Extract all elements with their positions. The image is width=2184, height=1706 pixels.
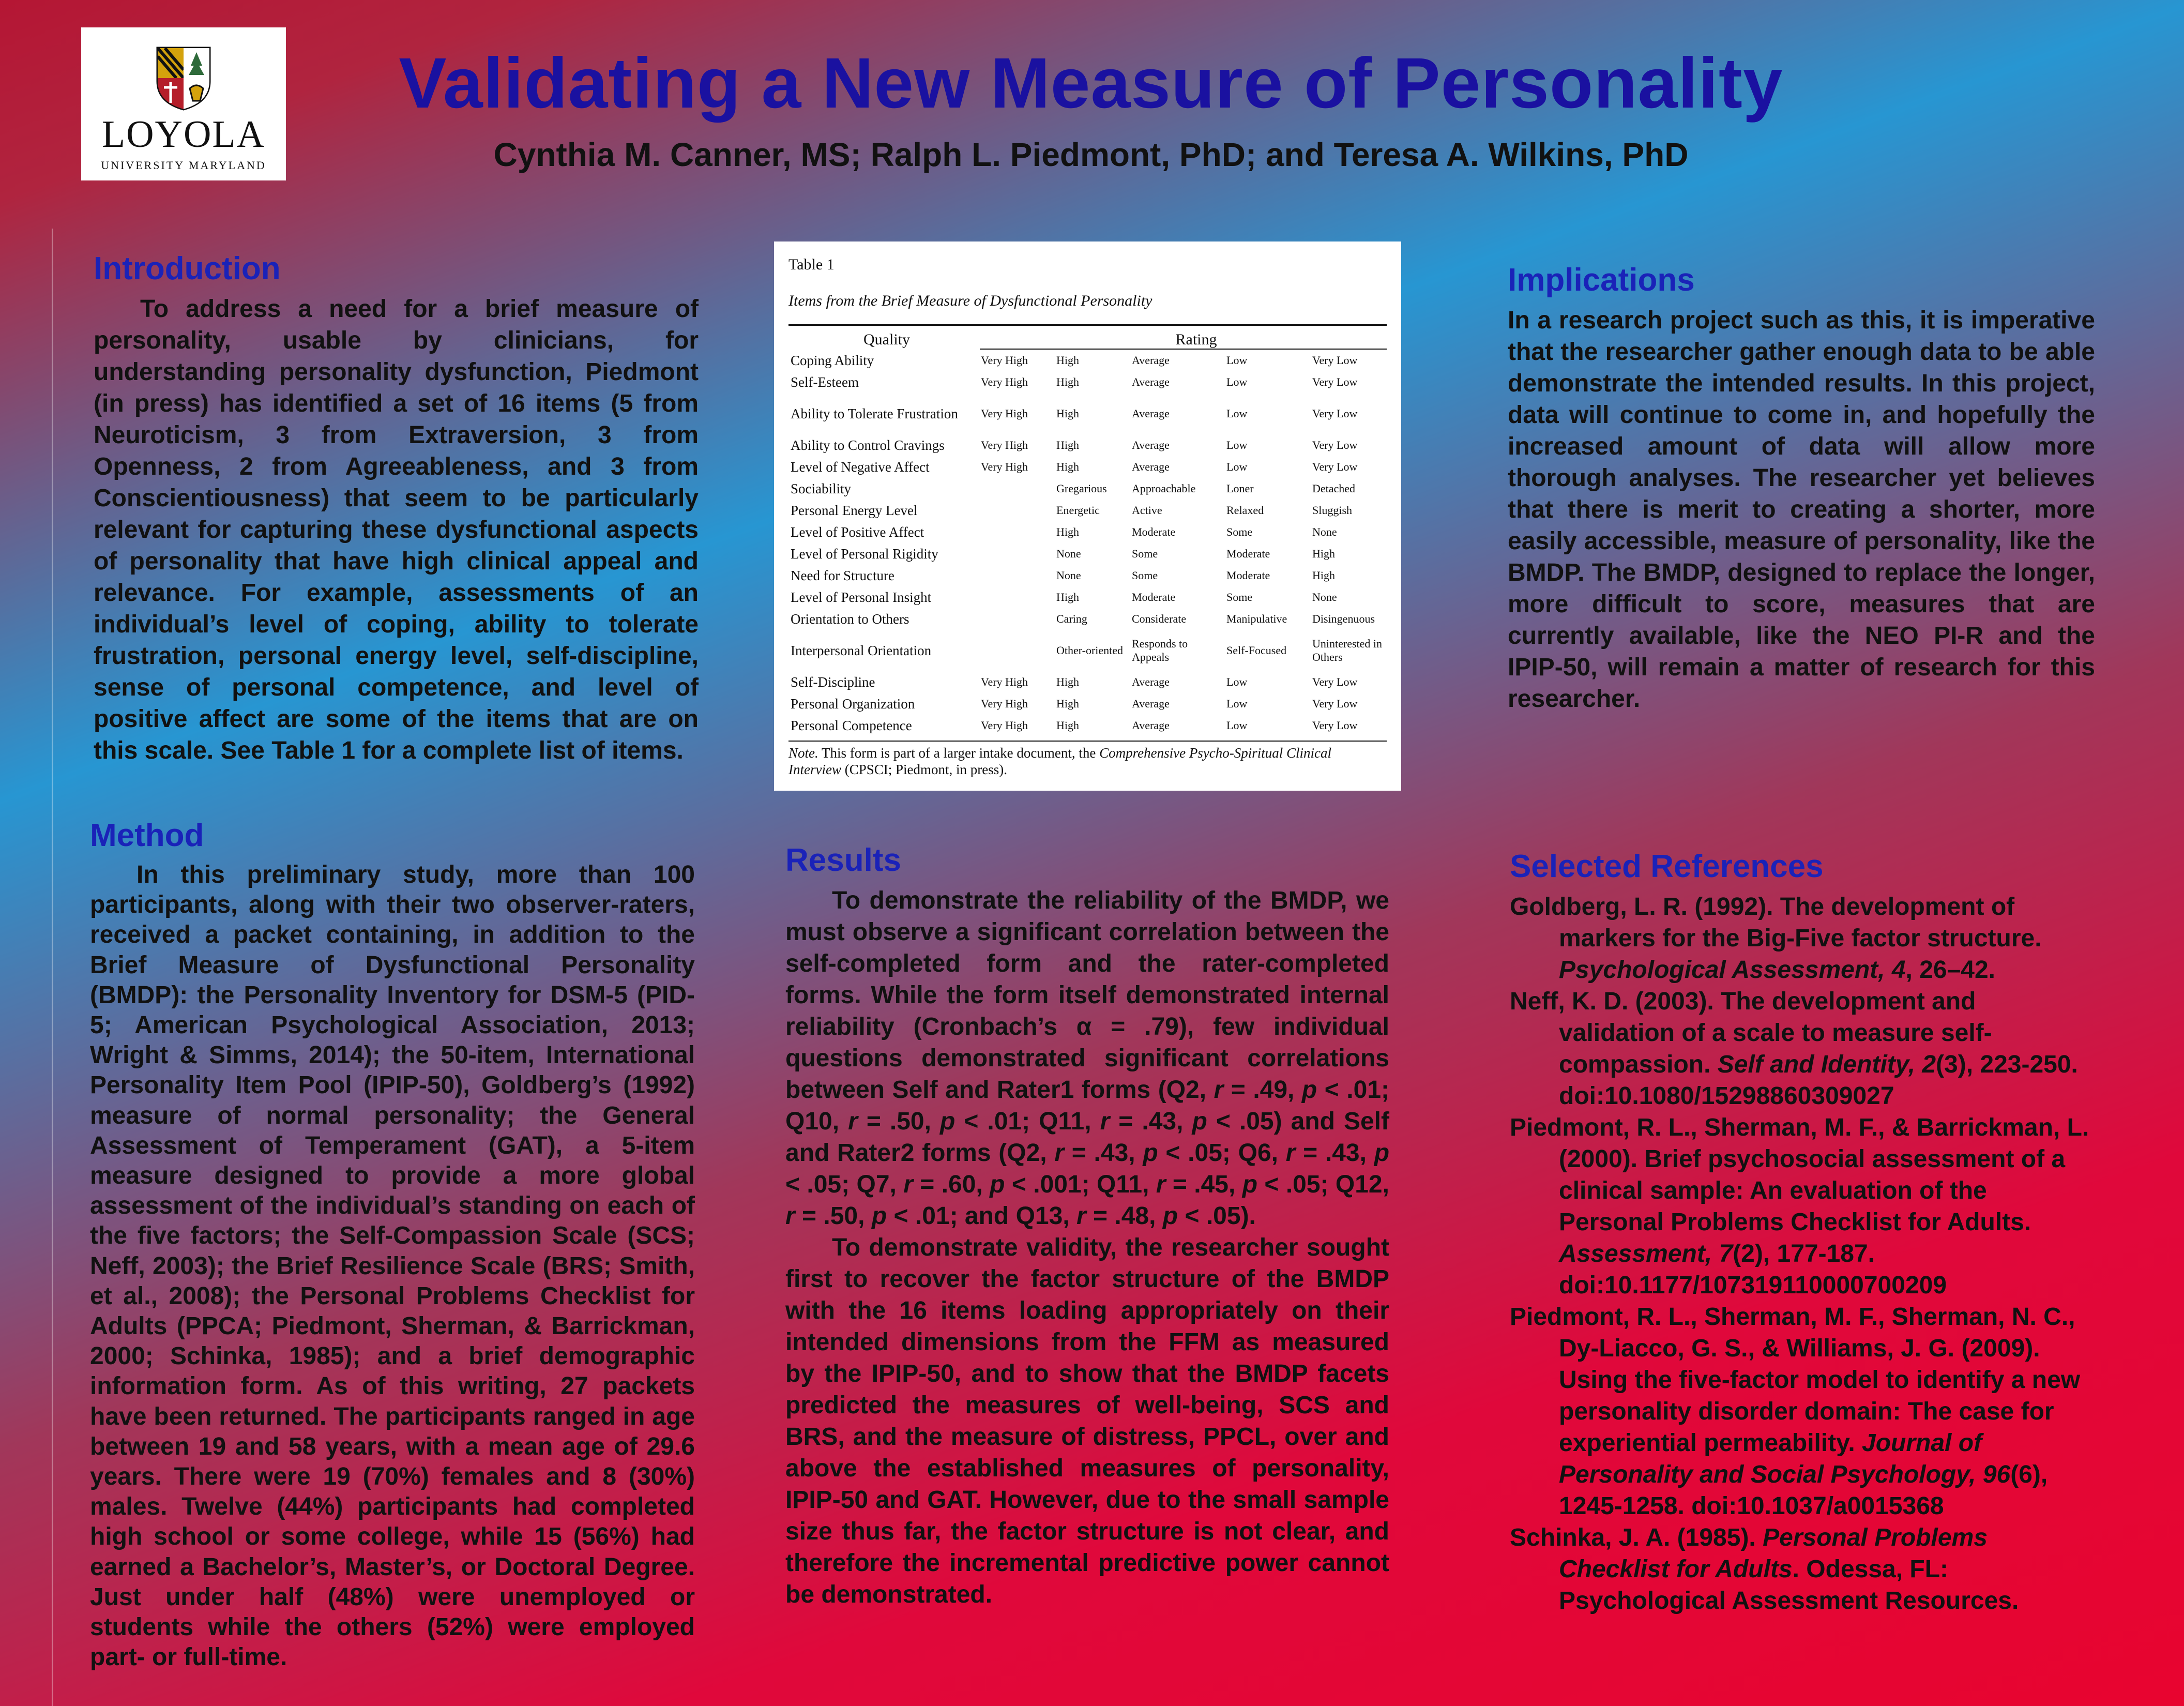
table-cell-quality: Coping Ability	[791, 353, 874, 368]
table-row	[788, 521, 1387, 543]
table-row	[788, 586, 1387, 608]
table-cell-quality: Ability to Tolerate Frustration	[791, 406, 958, 421]
table-cell-rating: Low	[1226, 354, 1248, 367]
table-label: Table 1	[788, 256, 835, 273]
table-row	[788, 565, 1387, 586]
table-cell-quality: Ability to Control Cravings	[791, 437, 945, 453]
table-top-rule	[788, 324, 1387, 326]
table-cell-rating	[979, 586, 1054, 608]
table-cell-rating	[979, 630, 1054, 671]
table-cell-rating: Very High	[981, 439, 1028, 451]
introduction-section	[94, 250, 699, 766]
table-cell-rating: Moderate	[1132, 525, 1176, 538]
logo-wordmark: LOYOLA	[101, 113, 266, 156]
table-cell-quality: Level of Negative Affect	[791, 459, 930, 475]
table-cell-rating: Moderate	[1132, 591, 1176, 603]
table-cell-rating: High	[1056, 697, 1079, 710]
table-cell-rating: Very High	[981, 719, 1028, 732]
table-row	[788, 630, 1387, 671]
table-cell-rating	[979, 521, 1054, 543]
table-cell-rating: Very Low	[1312, 460, 1358, 473]
table-cell-rating: Very Low	[1312, 439, 1358, 451]
table-cell-rating: Uninterested in Others	[1312, 637, 1383, 663]
introduction-text: To address a need for a brief measure of personality, usable by clinicians, for understanding personality dysfunction, Piedmont (in press) has identified a set of 16 items (5 from Neuroticism, 3 from Extraversion, 3 from Openness, 2 from Agreeableness, and 3 from Conscientiousness) that seem to be particularly relevant for capturing these dysfunctional aspects of personality that have high clinical appeal and relevance. For example, assessments of an individual’s level of coping, ability to tolerate frustration, personal energy level, self-discipline, sense of personal competence, and level of positive affect are some of the items that are on this scale. See Table 1 for a complete list of items.	[94, 295, 699, 764]
table-cell-quality: Self-Discipline	[791, 674, 875, 690]
implications-section	[1508, 262, 2095, 715]
table-cell-rating	[979, 565, 1054, 586]
table-cell-rating: Average	[1132, 719, 1170, 732]
table-cell-rating: Average	[1132, 460, 1170, 473]
results-section	[785, 842, 1389, 1610]
table-cell-rating: Detached	[1312, 482, 1356, 495]
table-header-quality: Quality	[863, 331, 910, 348]
method-heading: Method	[90, 818, 204, 853]
table-cell-rating: Some	[1226, 525, 1253, 538]
table-cell-quality: Orientation to Others	[791, 611, 909, 627]
table-cell-rating: Relaxed	[1226, 504, 1264, 517]
table-cell-rating: Low	[1226, 407, 1248, 420]
poster-authors: Cynthia M. Canner, MS; Ralph L. Piedmont, PhD; and Teresa A. Wilkins, PhD	[493, 136, 1689, 173]
table-cell-rating: Very Low	[1312, 354, 1358, 367]
table-cell-quality: Self-Esteem	[791, 374, 859, 390]
table-cell-rating: Average	[1132, 375, 1170, 388]
table-cell-rating: Very High	[981, 460, 1028, 473]
table-cell-rating: High	[1056, 460, 1079, 473]
table-cell-rating: Very Low	[1312, 697, 1358, 710]
method-section	[90, 817, 695, 1672]
table-row	[788, 434, 1387, 456]
table-cell-rating: Average	[1132, 675, 1170, 688]
table-cell-rating: Other-oriented	[1056, 644, 1124, 657]
results-paragraph-2: To demonstrate validity, the researcher sought first to recover the factor structure of the BMDP with the 16 items loading appropriately on their intended dimensions from the FFM as measured by the IPIP-50, and to show that the BMDP facets predicted the measures of well-being, SCS and BRS, and the measure of distress, PPCL, over and above the established measures of personality, IPIP-50 and GAT. However, due to the small sample size thus far, the factor structure is not clear, and therefore the incremental predictive power cannot be demonstrated.	[785, 1234, 1389, 1608]
table-cell-rating: Average	[1132, 407, 1170, 420]
implications-heading: Implications	[1508, 262, 1695, 298]
table-cell-rating: None	[1056, 547, 1081, 560]
table-cell-rating: High	[1312, 569, 1335, 582]
table-cell-rating: Active	[1132, 504, 1162, 517]
table-row	[788, 543, 1387, 565]
method-text: In this preliminary study, more than 100 participants, along with their two observer-raters, received a packet containing, in addition to the Brief Measure of Dysfunctional Personality (BMDP): the Personality Inventory for DSM-5 (PID-5; American Psychological Association, 2013; Wright & Simms, 2014); the 50-item, International Personality Item Pool (IPIP-50), Goldberg’s (1992) measure of normal personality; the General Assessment of Temperament (GAT), a 5-item measure designed to provide a more global assessment of the individual’s standing on each of the five factors; the Self-Compassion Scale (SCS; Neff, 2003); the Brief Resilience Scale (BRS; Smith, et al., 2008); the Personal Problems Checklist for Adults (PPCA; Piedmont, Sherman, & Barrickman, 2000; Schinka, 1985); and a brief demographic information form. As of this writing, 27 packets have been returned. The participants ranged in age between 19 and 58 years, with a mean age of 29.6 years. There were 19 (70%) females and 8 (30%) males. Twelve (44%) participants had completed high school or some college, while 15 (56%) had earned a Bachelor’s, Master’s, or Doctoral Degree. Just under half (48%) were unemployed or students while the others (52%) were employed part- or full-time.	[90, 861, 695, 1671]
table-cell-rating: Average	[1132, 697, 1170, 710]
table-note-italic: Comprehensive Psycho-Spiritual Clinical Interview	[788, 745, 1332, 777]
reference-item: Piedmont, R. L., Sherman, M. F., Sherman, N. C., Dy-Liacco, G. S., & Williams, J. G. (2009). Using the five-factor model to identify a new personality disorder domain: The case for experiential permeability. Journal of Personality and Social Psychology, 96(6), 1245-1258. doi:10.1037/a0015368	[1510, 1303, 2081, 1520]
table-cell-rating: Low	[1226, 460, 1248, 473]
table-cell-rating: High	[1056, 591, 1079, 603]
items-table	[788, 350, 1387, 736]
table-cell-rating: Some	[1132, 547, 1158, 560]
table-cell-rating: None	[1056, 569, 1081, 582]
table-cell-rating: None	[1312, 525, 1337, 538]
table-cell-rating: Caring	[1056, 612, 1087, 625]
logo-subtitle: UNIVERSITY MARYLAND	[101, 159, 266, 172]
table-cell-quality: Level of Positive Affect	[791, 524, 924, 540]
reference-item: Piedmont, R. L., Sherman, M. F., & Barrickman, L. (2000). Brief psychosocial assessment of a clinical sample: An evaluation of the Personal Problems Checklist for Adults. Assessment, 7(2), 177-187. doi:10.1177/107319110000700209	[1510, 1114, 2089, 1299]
table-cell-rating: Sluggish	[1312, 504, 1353, 517]
table-cell-rating: None	[1312, 591, 1337, 603]
table-cell-rating: Approachable	[1132, 482, 1196, 495]
table-cell-quality: Level of Personal Rigidity	[791, 546, 938, 562]
crest-icon	[155, 45, 213, 111]
table-row	[788, 693, 1387, 715]
table-cell-rating	[979, 608, 1054, 630]
table-cell-rating: Very High	[981, 697, 1028, 710]
table-cell-rating: Manipulative	[1226, 612, 1287, 625]
reference-item: Neff, K. D. (2003). The development and validation of a scale to measure self-compassion. Self and Identity, 2(3), 223-250. doi:10.1080/15298860309027	[1510, 988, 2078, 1110]
table-cell-rating	[979, 543, 1054, 565]
table-row	[788, 393, 1387, 434]
table-cell-rating: Energetic	[1056, 504, 1100, 517]
table-cell-rating: Low	[1226, 675, 1248, 688]
table-cell-quality: Sociability	[791, 481, 851, 496]
table-row	[788, 371, 1387, 393]
table-cell-rating: Very High	[981, 675, 1028, 688]
table-cell-rating: High	[1056, 439, 1079, 451]
table-cell-quality: Personal Organization	[791, 696, 915, 712]
table-cell-rating: Very Low	[1312, 375, 1358, 388]
table-note-label: Note.	[788, 745, 818, 761]
table-cell-quality: Personal Energy Level	[791, 503, 918, 518]
table-cell-rating: High	[1056, 407, 1079, 420]
table-row	[788, 478, 1387, 500]
table-cell-rating: High	[1312, 547, 1335, 560]
table-cell-rating: Low	[1226, 439, 1248, 451]
table-cell-rating: Moderate	[1226, 569, 1270, 582]
reference-item: Schinka, J. A. (1985). Personal Problems Checklist for Adults. Odessa, FL: Psychological Assessment Resources.	[1510, 1524, 2019, 1614]
table-cell-rating: Some	[1226, 591, 1253, 603]
table-cell-rating	[979, 478, 1054, 500]
table-bottom-rule	[788, 741, 1387, 742]
table-cell-rating: Average	[1132, 439, 1170, 451]
table-cell-rating: Low	[1226, 719, 1248, 732]
table-row	[788, 500, 1387, 521]
table-cell-rating: Some	[1132, 569, 1158, 582]
table-caption: Items from the Brief Measure of Dysfunctional Personality	[788, 292, 1152, 309]
table-cell-rating: Responds to Appeals	[1132, 637, 1188, 663]
table-cell-rating: Disingenuous	[1312, 612, 1375, 625]
table-cell-rating: High	[1056, 719, 1079, 732]
table-cell-rating: Very High	[981, 407, 1028, 420]
university-logo	[81, 27, 286, 180]
table-row	[788, 715, 1387, 736]
table-cell-rating: Very Low	[1312, 719, 1358, 732]
table-cell-rating: Very Low	[1312, 675, 1358, 688]
table-row	[788, 671, 1387, 693]
table-row	[788, 350, 1387, 371]
table-cell-rating: Self-Focused	[1226, 644, 1287, 657]
table-header-rating: Rating	[1175, 331, 1217, 348]
table-cell-rating: High	[1056, 675, 1079, 688]
table-cell-rating: High	[1056, 525, 1079, 538]
implications-text: In a research project such as this, it is imperative that the researcher gather enough data to be able demonstrate the intended results. In this project, data will continue to come in, and hopefully the increased amount of data will allow more thorough analyses. The researcher yet believes that there is merit to creating a shorter, more easily accessible, measure of personality, like the BMDP. The BMDP, designed to replace the longer, more difficult to score, measures that are currently available, like the NEO PI-R and the IPIP-50, will remain a matter of research for this researcher.	[1508, 307, 2095, 713]
items-table-figure	[774, 241, 1401, 791]
references-heading: Selected References	[1510, 849, 1824, 884]
table-cell-quality: Need for Structure	[791, 568, 894, 583]
table-cell-quality: Personal Competence	[791, 718, 912, 733]
poster-title: Validating a New Measure of Personality	[399, 43, 1783, 123]
references-section	[1510, 848, 2094, 1617]
table-cell-quality: Interpersonal Orientation	[791, 643, 932, 658]
table-header	[788, 331, 1387, 349]
table-cell-quality: Level of Personal Insight	[791, 590, 932, 605]
table-cell-rating: High	[1056, 375, 1079, 388]
introduction-heading: Introduction	[94, 251, 281, 286]
results-heading: Results	[785, 842, 901, 878]
table-cell-rating: Very High	[981, 375, 1028, 388]
table-cell-rating: Very High	[981, 354, 1028, 367]
table-cell-rating: Low	[1226, 697, 1248, 710]
table-cell-rating: Low	[1226, 375, 1248, 388]
table-note-tail: (CPSCI; Piedmont, in press).	[844, 762, 1007, 777]
table-row	[788, 456, 1387, 478]
table-cell-rating: Considerate	[1132, 612, 1187, 625]
table-note	[788, 745, 1387, 778]
table-note-text: This form is part of a larger intake document, the	[822, 745, 1096, 761]
table-cell-rating: Average	[1132, 354, 1170, 367]
reference-item: Goldberg, L. R. (1992). The development of markers for the Big-Five factor structure. Psychological Assessment, 4, 26–42.	[1510, 893, 2042, 984]
table-cell-rating: High	[1056, 354, 1079, 367]
results-paragraph-1: To demonstrate the reliability of the BMDP, we must observe a significant correlation between the self-completed form and the rater-completed forms. While the form itself demonstrated internal reliability (Cronbach’s α = .79), few individual questions demonstrated significant correlations between Self and Rater1 forms (Q2, r = .49, p < .01; Q10, r = .50, p < .01; Q11, r = .43, p < .05) and Self and Rater2 forms (Q2, r = .43, p < .05; Q6, r = .43, p < .05; Q7, r = .60, p < .001; Q11, r = .45, p < .05; Q12, r = .50, p < .01; and Q13, r = .48, p < .05).	[785, 887, 1390, 1230]
left-divider	[52, 229, 53, 1706]
table-row	[788, 608, 1387, 630]
table-cell-rating	[979, 500, 1054, 521]
table-cell-rating: Moderate	[1226, 547, 1270, 560]
table-cell-rating: Loner	[1226, 482, 1254, 495]
table-cell-rating: Very Low	[1312, 407, 1358, 420]
table-cell-rating: Gregarious	[1056, 482, 1107, 495]
